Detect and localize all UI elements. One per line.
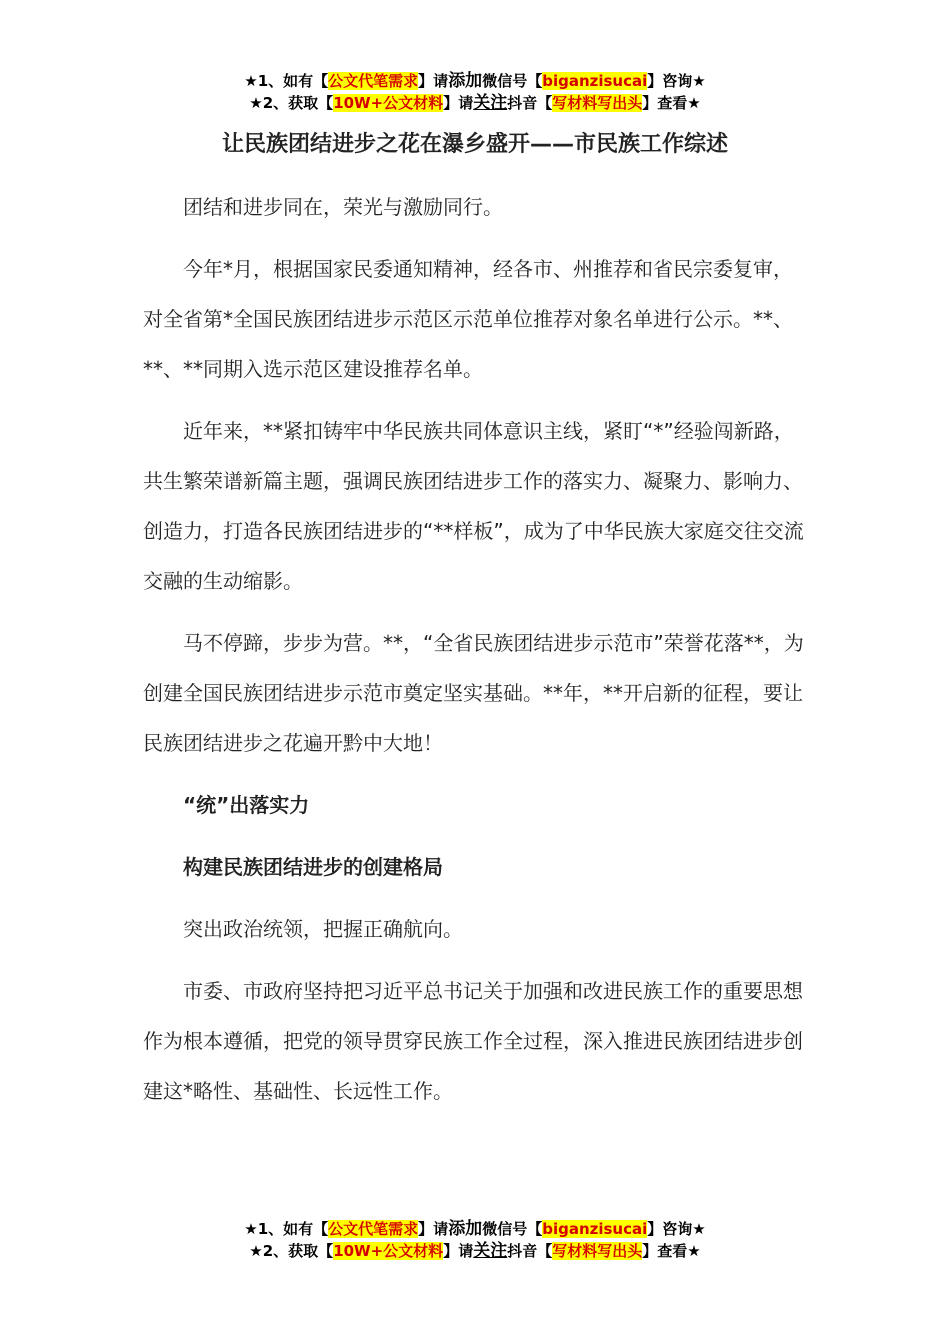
document-title: 让民族团结进步之花在瀑乡盛开——市民族工作综述 [221, 132, 728, 157]
star-icon: ★ [249, 1242, 263, 1260]
promo-text: 微信号【 [482, 1220, 543, 1238]
promo-douyin-name: 写材料写出头 [552, 1242, 643, 1260]
paragraph: 近年来，**紧扣铸牢中华民族共同体意识主线，紧盯“*”经验闯新路，共生繁荣谱新篇主题，强调民族团结进步工作的落实力、凝聚力、影响力、创造力，打造各民族团结进步的“**样板”，成为了中华民族大家庭交往交流交融的生动缩影。 [143, 419, 804, 593]
promo-wechat-id: biganzisucai [542, 72, 648, 90]
paragraph: 团结和进步同在，荣光与激励同行。 [183, 195, 503, 219]
promo-wechat-id: biganzisucai [542, 1220, 648, 1238]
promo-text: 】请 [443, 1242, 474, 1260]
promo-line-1 [0, 1218, 950, 1240]
paragraph: 市委、市政府坚持把习近平总书记关于加强和改进民族工作的重要思想作为根本遵循，把党的领导贯穿民族工作全过程，深入推进民族团结进步创建这*略性、基础性、长远性工作。 [143, 979, 803, 1103]
promo-banner-top [0, 70, 950, 114]
promo-highlight: 10W+公文材料 [333, 94, 444, 112]
star-icon: ★ [249, 94, 263, 112]
promo-douyin-name: 写材料写出头 [552, 94, 643, 112]
promo-text: 】请 [418, 72, 449, 90]
promo-line-2 [0, 92, 950, 114]
promo-banner-bottom [0, 1218, 950, 1262]
promo-emphasis: 关注 [473, 93, 508, 113]
promo-highlight: 10W+公文材料 [333, 1242, 444, 1260]
promo-emphasis: 关注 [473, 1241, 508, 1261]
promo-highlight: 公文代笔需求 [328, 72, 419, 90]
promo-text: 抖音【 [507, 1242, 553, 1260]
promo-text: 2、获取【 [262, 94, 334, 112]
promo-text: 微信号【 [482, 72, 543, 90]
paragraph: 今年*月，根据国家民委通知精神，经各市、州推荐和省民宗委复审，对全省第*全国民族团结进步示范区示范单位推荐对象名单进行公示。**、**、**同期入选示范区建设推荐名单。 [143, 257, 793, 381]
promo-highlight: 公文代笔需求 [328, 1220, 419, 1238]
promo-emphasis: 添加 [448, 1219, 483, 1239]
promo-text: 】请 [443, 94, 474, 112]
paragraph: 马不停蹄，步步为营。**，“全省民族团结进步示范市”荣誉花落**，为创建全国民族团结进步示范市奠定坚实基础。**年，**开启新的征程，要让民族团结进步之花遍开黔中大地！ [143, 631, 804, 755]
promo-text: 】咨询★ [647, 1220, 706, 1238]
paragraph: 突出政治统领，把握正确航向。 [183, 917, 463, 941]
star-icon: ★ [244, 1220, 258, 1238]
promo-text: 抖音【 [507, 94, 553, 112]
promo-line-2 [0, 1240, 950, 1262]
promo-text: 】查看★ [642, 94, 701, 112]
section-heading: “统”出落实力 [183, 793, 310, 817]
promo-text: 1、如有【 [257, 1220, 329, 1238]
star-icon: ★ [244, 72, 258, 90]
promo-text: 】查看★ [642, 1242, 701, 1260]
promo-text: 】请 [418, 1220, 449, 1238]
promo-text: 1、如有【 [257, 72, 329, 90]
document-body [143, 182, 805, 1116]
promo-emphasis: 添加 [448, 71, 483, 91]
section-subheading: 构建民族团结进步的创建格局 [183, 855, 443, 879]
promo-text: 】咨询★ [647, 72, 706, 90]
promo-text: 2、获取【 [262, 1242, 334, 1260]
promo-line-1 [0, 70, 950, 92]
